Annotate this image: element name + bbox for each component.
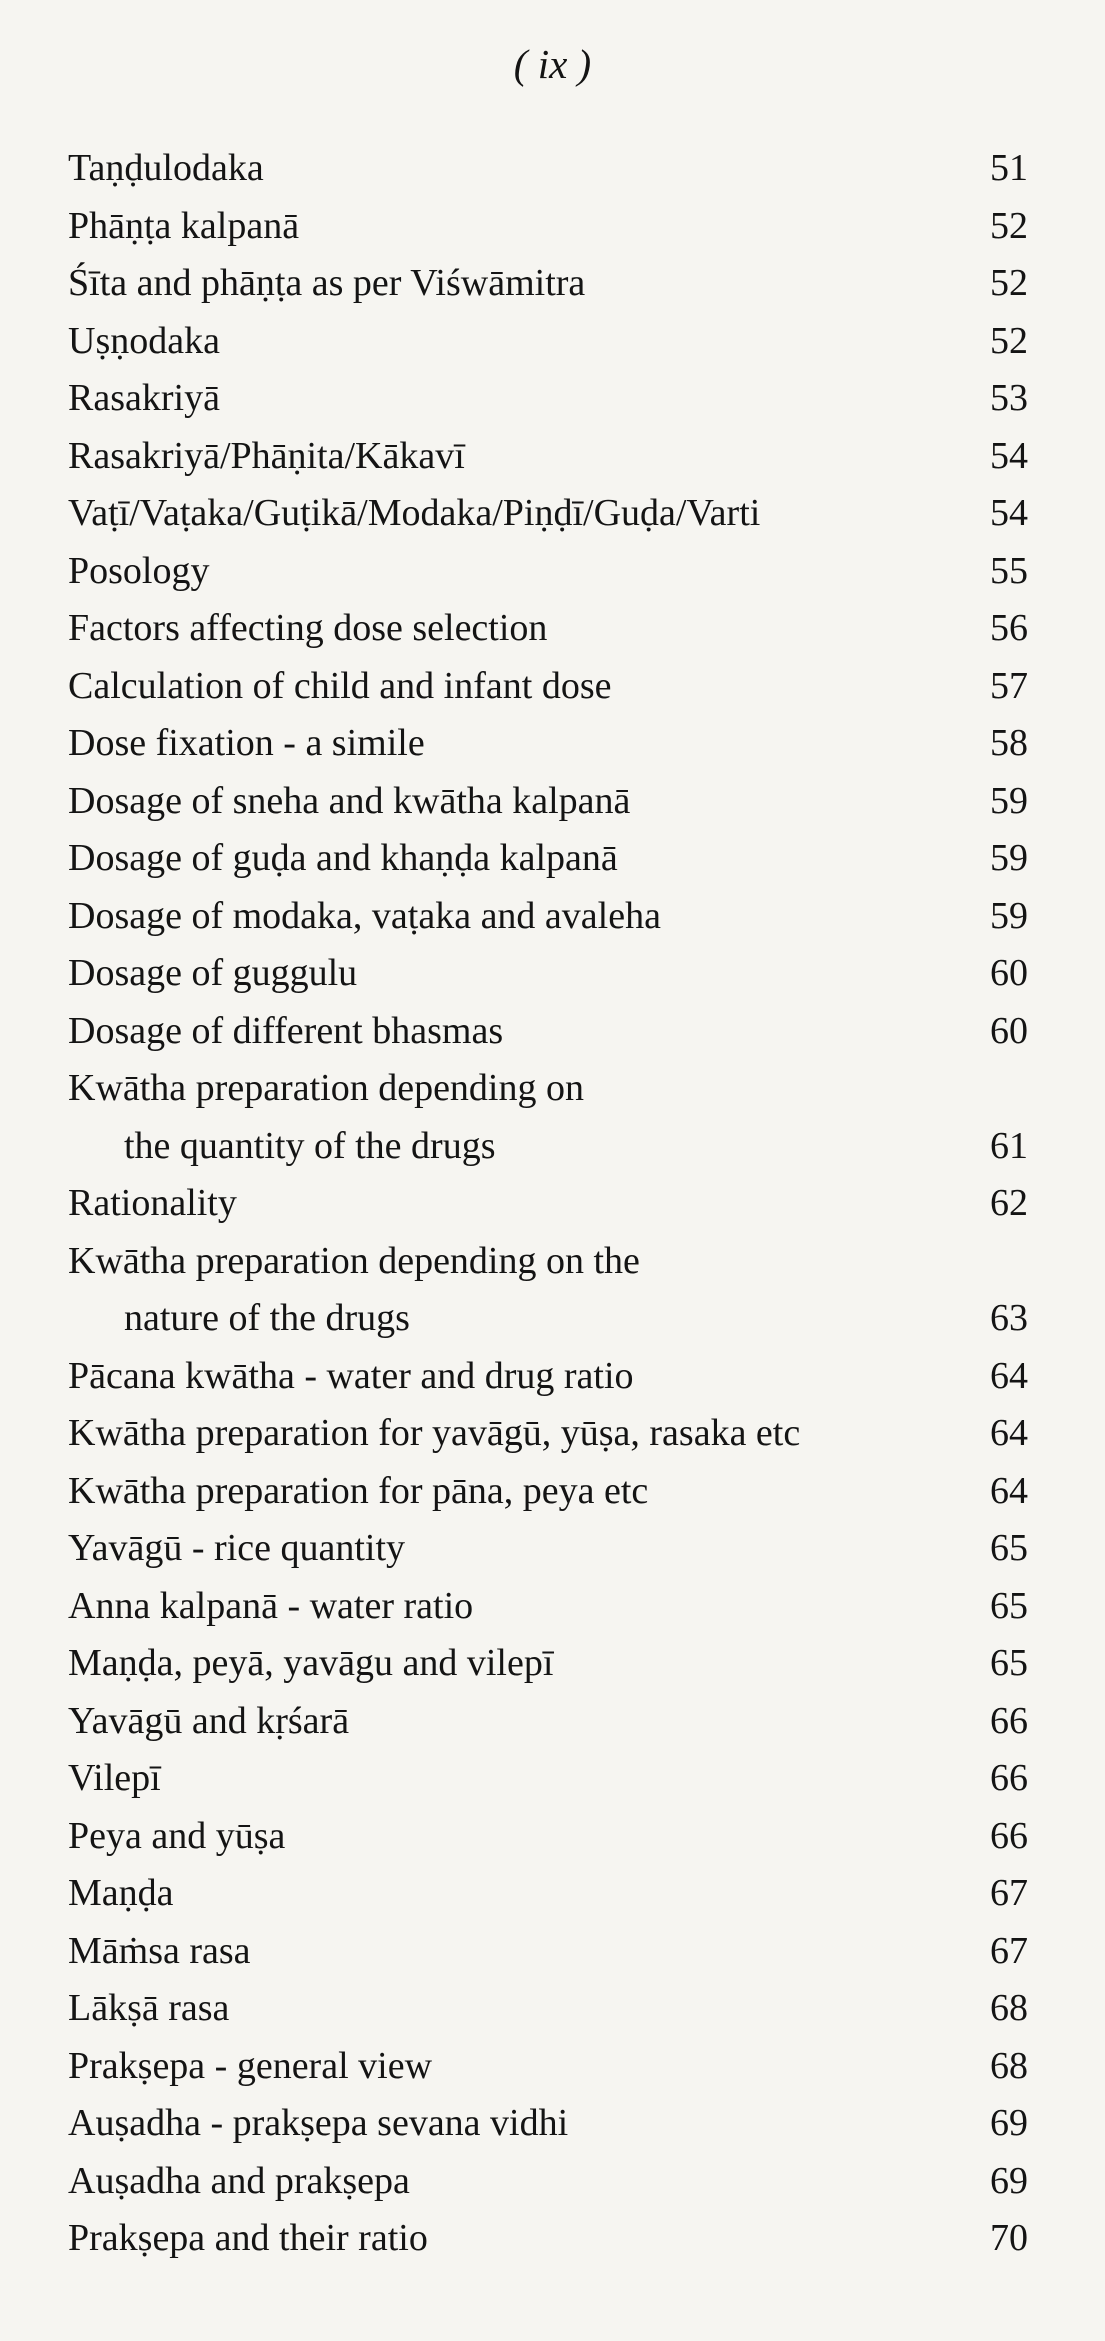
toc-entry-page-number: 69 [990, 2159, 1028, 2202]
toc-entry-page-number: 64 [990, 1412, 1028, 1454]
toc-entry-title [68, 1060, 1028, 1175]
toc-entry [68, 1578, 1028, 1636]
toc-entry-title-line: Maṇḍa, peyā, yavāgu and vilepī [68, 1642, 554, 1684]
toc-entry [68, 313, 1028, 371]
toc-entry [68, 543, 1028, 601]
toc-entry [68, 428, 1028, 486]
toc-entry [68, 658, 1028, 716]
toc-entry-title-line: Rationality [68, 1182, 237, 1224]
toc-entry-page-number: 52 [990, 204, 1028, 247]
toc-entry-page-number: 54 [990, 492, 1028, 534]
toc-entry [68, 1520, 1028, 1578]
toc-entry-title-continuation: nature of the drugs [124, 1297, 410, 1339]
toc-entry-title-line: Kwātha preparation for pāna, peya etc [68, 1469, 649, 1512]
toc-entry-title-line: Kwātha preparation depending on the [68, 1239, 640, 1282]
toc-entry-page-number: 52 [990, 319, 1028, 362]
toc-entry-title [68, 2210, 1028, 2268]
toc-entry-title-continuation: the quantity of the drugs [124, 1124, 496, 1167]
toc-entry-page-number: 70 [990, 2217, 1028, 2259]
toc-entry [68, 1405, 1028, 1463]
toc-entry [68, 1233, 1028, 1348]
toc-entry-page-number: 60 [990, 1009, 1028, 1052]
toc-entry-page-number: 64 [990, 1354, 1028, 1397]
toc-entry [68, 1808, 1028, 1866]
toc-entry [68, 1750, 1028, 1808]
toc-entry-title [68, 485, 1028, 543]
toc-entry-page-number: 65 [990, 1527, 1028, 1569]
toc-entry-title [68, 1865, 1028, 1923]
toc-entry-page-number: 69 [990, 2102, 1028, 2144]
toc-entry-title [68, 1808, 1028, 1866]
toc-entry [68, 945, 1028, 1003]
toc-entry [68, 1175, 1028, 1233]
toc-entry-title [68, 1635, 1028, 1693]
toc-entry-title [68, 2038, 1028, 2096]
toc-entry [68, 198, 1028, 256]
toc-entry-title [68, 255, 1028, 313]
toc-entry-page-number: 65 [990, 1584, 1028, 1627]
toc-entry [68, 255, 1028, 313]
toc-entry-page-number: 53 [990, 377, 1028, 419]
toc-entry-page-number: 60 [990, 952, 1028, 994]
toc-entry-page-number: 56 [990, 607, 1028, 649]
toc-entry-title [68, 600, 1028, 658]
toc-entry-page-number: 52 [990, 262, 1028, 304]
toc-entry [68, 1463, 1028, 1521]
toc-entry-title [68, 658, 1028, 716]
toc-entry-title-line: Yavāgū - rice quantity [68, 1527, 406, 1569]
toc-entry [68, 1060, 1028, 1175]
toc-entry-title-line: Kwātha preparation depending on [68, 1067, 584, 1109]
toc-entry-title [68, 2153, 1028, 2211]
toc-entry-page-number: 55 [990, 549, 1028, 592]
toc-entry-title-line: Vilepī [68, 1757, 161, 1799]
toc-entry-title-line: Kwātha preparation for yavāgū, yūṣa, rasaka etc [68, 1412, 801, 1454]
table-of-contents [68, 140, 1028, 2268]
toc-entry-title [68, 1693, 1028, 1751]
toc-entry-title [68, 945, 1028, 1003]
toc-entry-page-number: 66 [990, 1814, 1028, 1857]
toc-entry-page-number: 63 [990, 1297, 1028, 1339]
toc-entry [68, 2038, 1028, 2096]
toc-entry-title-line: Auṣadha - prakṣepa sevana vidhi [68, 2102, 569, 2144]
toc-entry-page-number: 65 [990, 1642, 1028, 1684]
toc-entry-title-line: Pācana kwātha - water and drug ratio [68, 1354, 634, 1397]
toc-entry-title-line: Calculation of child and infant dose [68, 664, 612, 707]
toc-entry-title [68, 715, 1028, 773]
toc-entry-title [68, 543, 1028, 601]
toc-entry-page-number: 59 [990, 837, 1028, 879]
toc-entry-title-line: Dosage of guggulu [68, 952, 358, 994]
toc-entry-title [68, 1233, 1028, 1348]
toc-entry [68, 485, 1028, 543]
toc-entry-title-line: Uṣṇodaka [68, 319, 220, 362]
toc-entry-title-line: Dosage of modaka, vaṭaka and avaleha [68, 894, 661, 937]
toc-entry-title [68, 1405, 1028, 1463]
toc-entry-title [68, 888, 1028, 946]
toc-entry-title-line: Prakṣepa and their ratio [68, 2217, 428, 2259]
toc-entry [68, 2153, 1028, 2211]
toc-entry-page-number: 57 [990, 664, 1028, 707]
toc-entry-page-number: 67 [990, 1929, 1028, 1972]
toc-entry-title-line: Lākṣā rasa [68, 1987, 230, 2029]
toc-entry-title-line: Rasakriyā/Phāṇita/Kākavī [68, 434, 465, 477]
toc-entry [68, 1348, 1028, 1406]
toc-entry-page-number: 66 [990, 1699, 1028, 1742]
toc-entry-page-number: 54 [990, 434, 1028, 477]
toc-entry-page-number: 51 [990, 147, 1028, 189]
toc-entry-page-number: 59 [990, 779, 1028, 822]
toc-entry-title [68, 1003, 1028, 1061]
toc-entry-title [68, 428, 1028, 486]
toc-entry-title [68, 140, 1028, 198]
toc-entry-title-line: Taṇḍulodaka [68, 147, 264, 189]
toc-entry-title-line: Anna kalpanā - water ratio [68, 1584, 474, 1627]
toc-entry [68, 600, 1028, 658]
toc-entry-title [68, 2095, 1028, 2153]
toc-entry [68, 1003, 1028, 1061]
toc-entry-page-number: 68 [990, 2044, 1028, 2087]
toc-entry [68, 2210, 1028, 2268]
page-number: ( ix ) [513, 41, 592, 87]
toc-entry-page-number: 62 [990, 1182, 1028, 1224]
toc-entry-title-line: Peya and yūṣa [68, 1814, 286, 1857]
toc-entry-title [68, 198, 1028, 256]
toc-entry-page-number: 61 [990, 1124, 1028, 1167]
toc-entry [68, 1635, 1028, 1693]
toc-entry-title [68, 1348, 1028, 1406]
toc-entry-title-line: Śīta and phāṇṭa as per Viśwāmitra [68, 262, 586, 304]
toc-entry-title-line: Yavāgū and kṛśarā [68, 1699, 350, 1742]
toc-entry-page-number: 66 [990, 1757, 1028, 1799]
toc-entry-title [68, 773, 1028, 831]
toc-entry-title-line: Rasakriyā [68, 377, 220, 419]
toc-entry [68, 1980, 1028, 2038]
toc-entry-title-line: Factors affecting dose selection [68, 607, 548, 649]
toc-entry-title [68, 1520, 1028, 1578]
toc-entry [68, 1923, 1028, 1981]
toc-entry [68, 2095, 1028, 2153]
toc-entry-title [68, 1750, 1028, 1808]
toc-entry-page-number: 59 [990, 894, 1028, 937]
toc-entry-page-number: 64 [990, 1469, 1028, 1512]
toc-entry [68, 888, 1028, 946]
toc-entry [68, 370, 1028, 428]
toc-entry-title [68, 313, 1028, 371]
toc-entry [68, 773, 1028, 831]
toc-entry-title-line: Dosage of sneha and kwātha kalpanā [68, 779, 631, 822]
toc-entry-title-line: Māṁsa rasa [68, 1929, 251, 1972]
toc-entry-title-line: Dosage of guḍa and khaṇḍa kalpanā [68, 837, 618, 879]
toc-entry-title-line: Auṣadha and prakṣepa [68, 2159, 410, 2202]
toc-entry [68, 1693, 1028, 1751]
toc-entry-title-line: Phāṇṭa kalpanā [68, 204, 300, 247]
toc-entry-title-line: Vaṭī/Vaṭaka/Guṭikā/Modaka/Piṇḍī/Guḍa/Varti [68, 492, 761, 534]
toc-entry-title [68, 1980, 1028, 2038]
toc-entry [68, 830, 1028, 888]
toc-entry-title-line: Prakṣepa - general view [68, 2044, 433, 2087]
toc-entry-title [68, 370, 1028, 428]
toc-entry-title-line: Dosage of different bhasmas [68, 1009, 504, 1052]
toc-entry-title [68, 830, 1028, 888]
toc-entry-title [68, 1578, 1028, 1636]
toc-entry-page-number: 67 [990, 1872, 1028, 1914]
toc-entry-title-line: Dose fixation - a simile [68, 722, 425, 764]
toc-entry [68, 715, 1028, 773]
toc-entry-title [68, 1923, 1028, 1981]
toc-entry-title-line: Posology [68, 549, 210, 592]
toc-entry [68, 1865, 1028, 1923]
toc-entry-page-number: 68 [990, 1987, 1028, 2029]
toc-entry [68, 140, 1028, 198]
toc-entry-title [68, 1463, 1028, 1521]
toc-entry-title [68, 1175, 1028, 1233]
toc-entry-page-number: 58 [990, 722, 1028, 764]
toc-entry-title-line: Maṇḍa [68, 1872, 174, 1914]
